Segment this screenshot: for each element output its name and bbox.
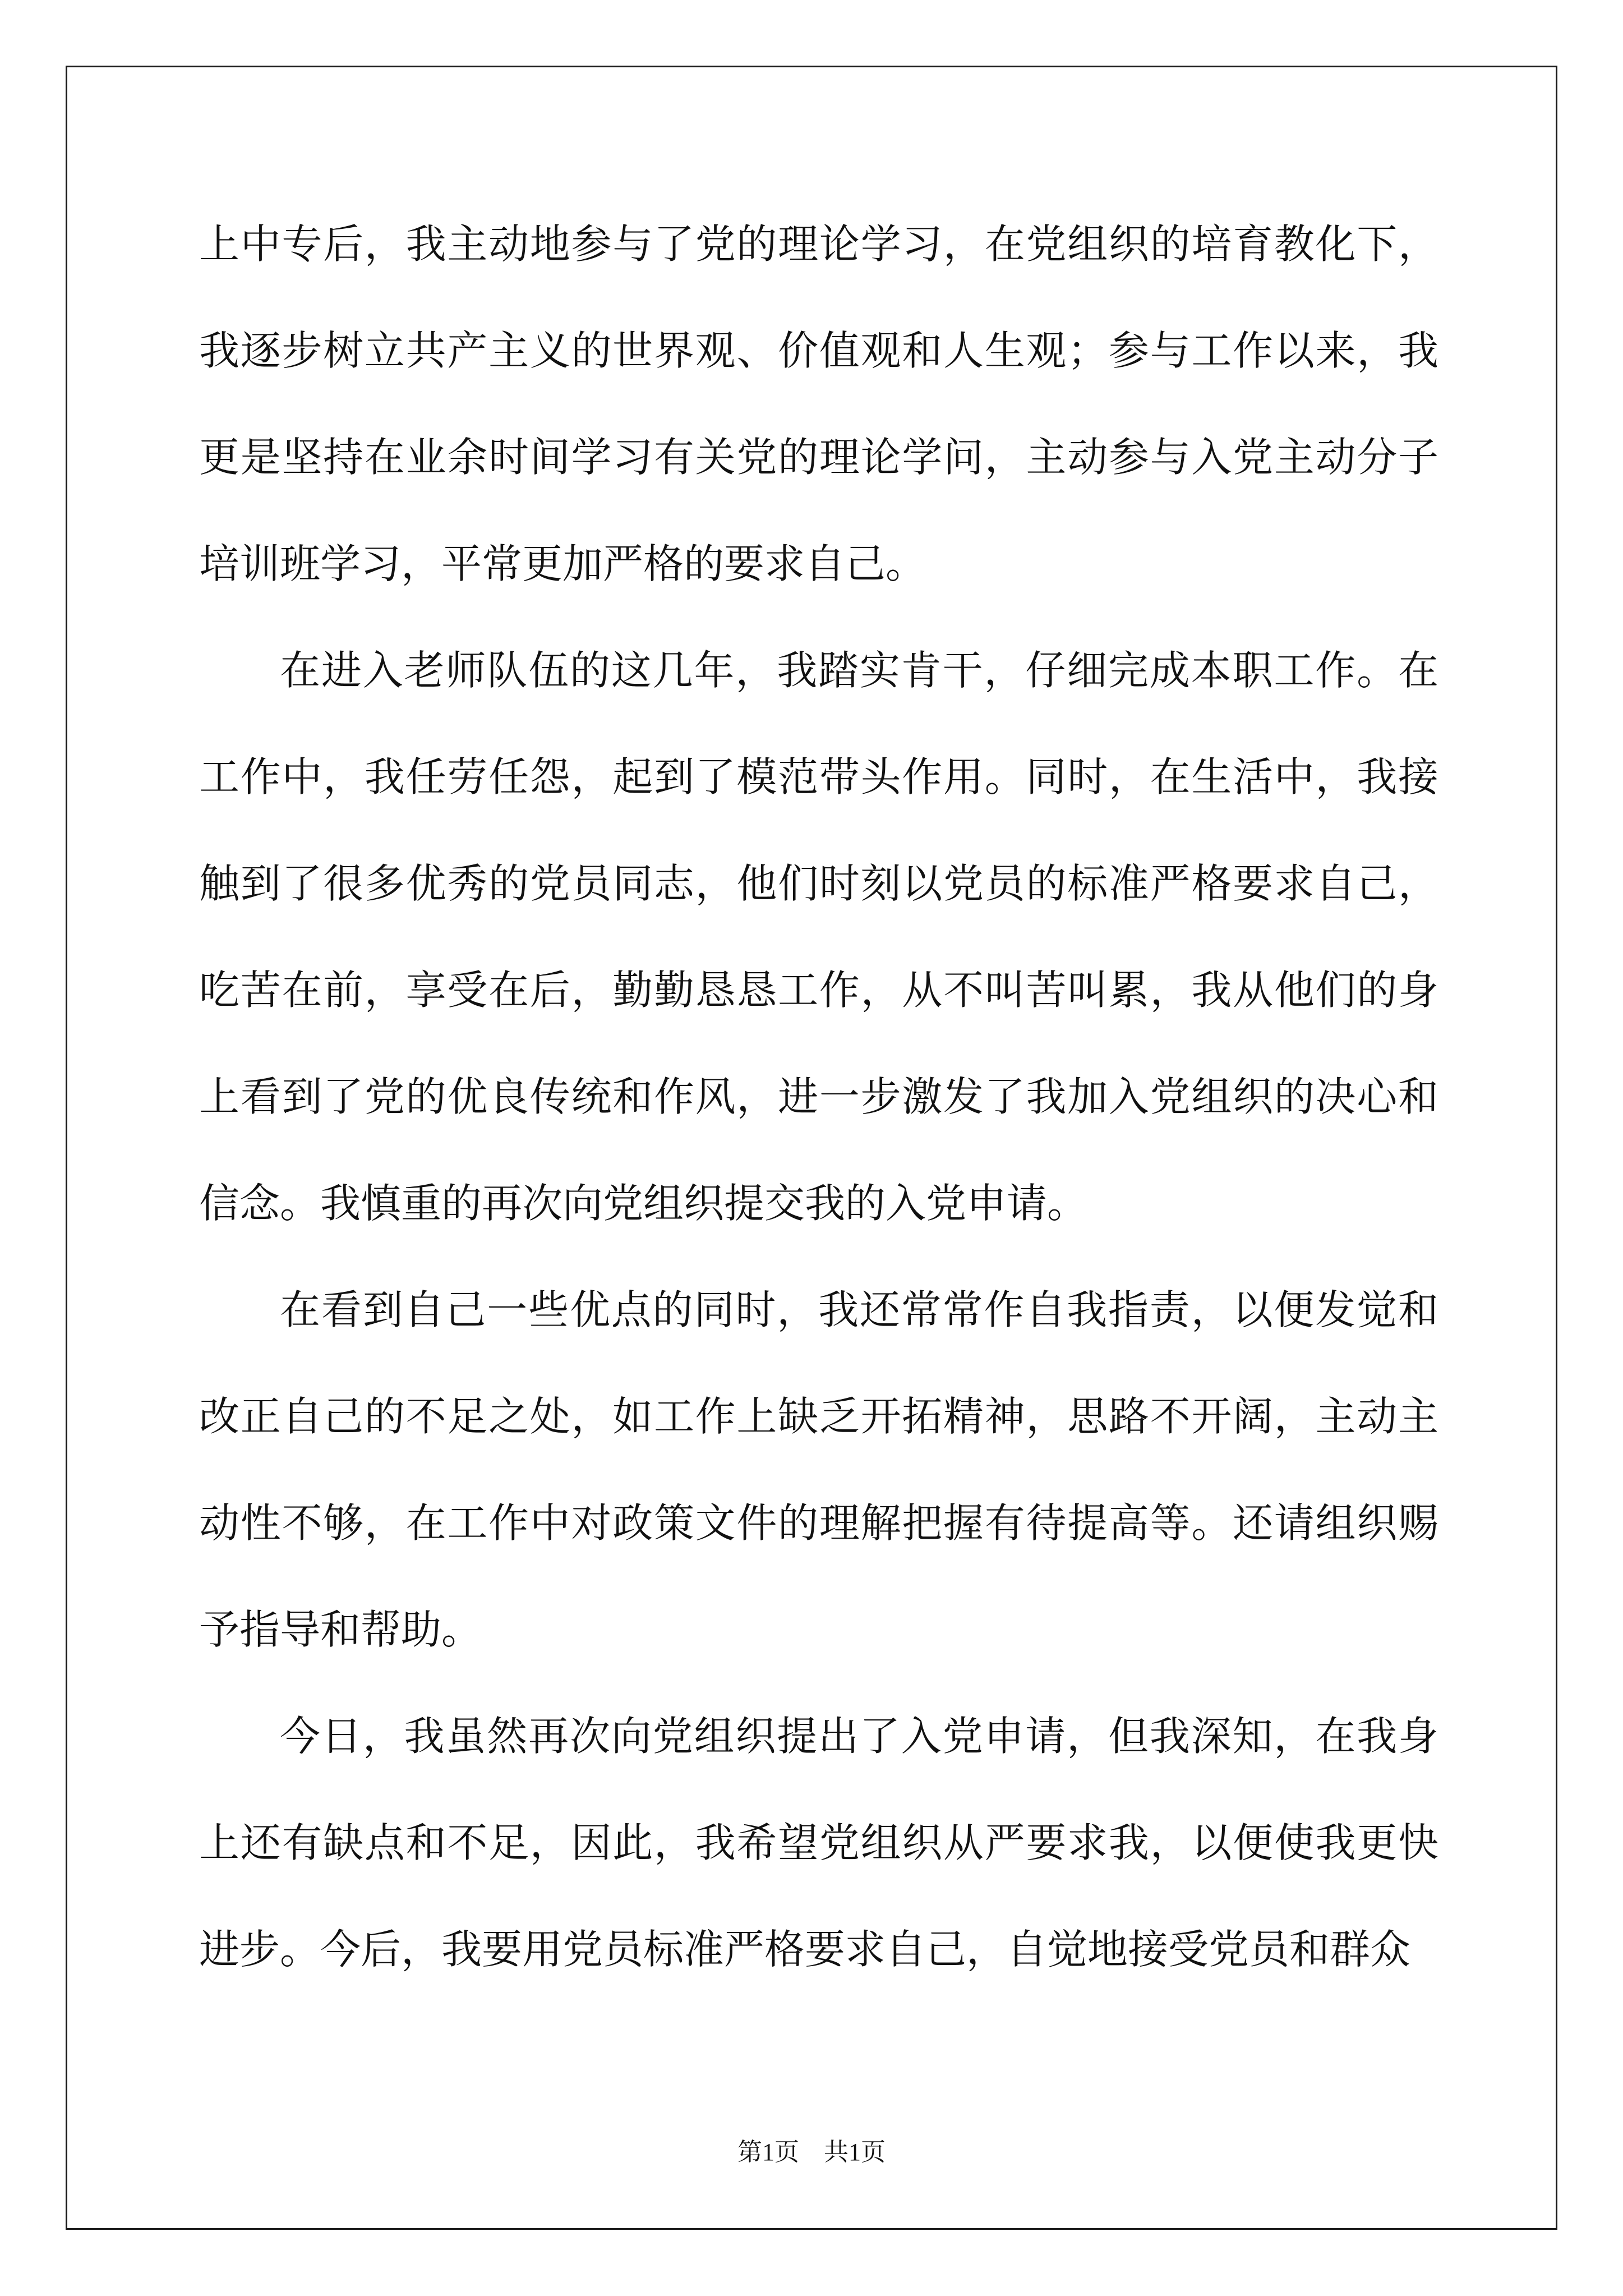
document-body [199, 191, 1438, 2003]
paragraph-4: 今日，我虽然再次向党组织提出了入党申请，但我深知，在我身上还有缺点和不足，因此，我希望党组织从严要求我，以便使我更快进步。今后，我要用党员标准严格要求自己，自觉地接受党员和群众 [199, 1713, 1438, 1973]
paragraph-1: 上中专后，我主动地参与了党的理论学习，在党组织的培育教化下，我逐步树立共产主义的世界观、价值观和人生观；参与工作以来，我更是坚持在业余时间学习有关党的理论学问，主动参与入党主动分子培训班学习，平常更加严格的要求自己。 [199, 220, 1438, 587]
paragraph-3: 在看到自己一些优点的同时，我还常常作自我指责，以便发觉和改正自己的不足之处，如工作上缺乏开拓精神，思路不开阔，主动主动性不够，在工作中对政策文件的理解把握有待提高等。还请组织赐予指导和帮助。 [199, 1286, 1438, 1653]
page-footer: 第1页 共1页 [737, 2138, 886, 2166]
paragraph-2: 在进入老师队伍的这几年，我踏实肯干，仔细完成本职工作。在工作中，我任劳任怨，起到了模范带头作用。同时，在生活中，我接触到了很多优秀的党员同志，他们时刻以党员的标准严格要求自己，吃苦在前，享受在后，勤勤恳恳工作，从不叫苦叫累，我从他们的身上看到了党的优良传统和作风，进一步激发了我加入党组织的决心和信念。我慎重的再次向党组织提交我的入党申请。 [199, 647, 1438, 1227]
